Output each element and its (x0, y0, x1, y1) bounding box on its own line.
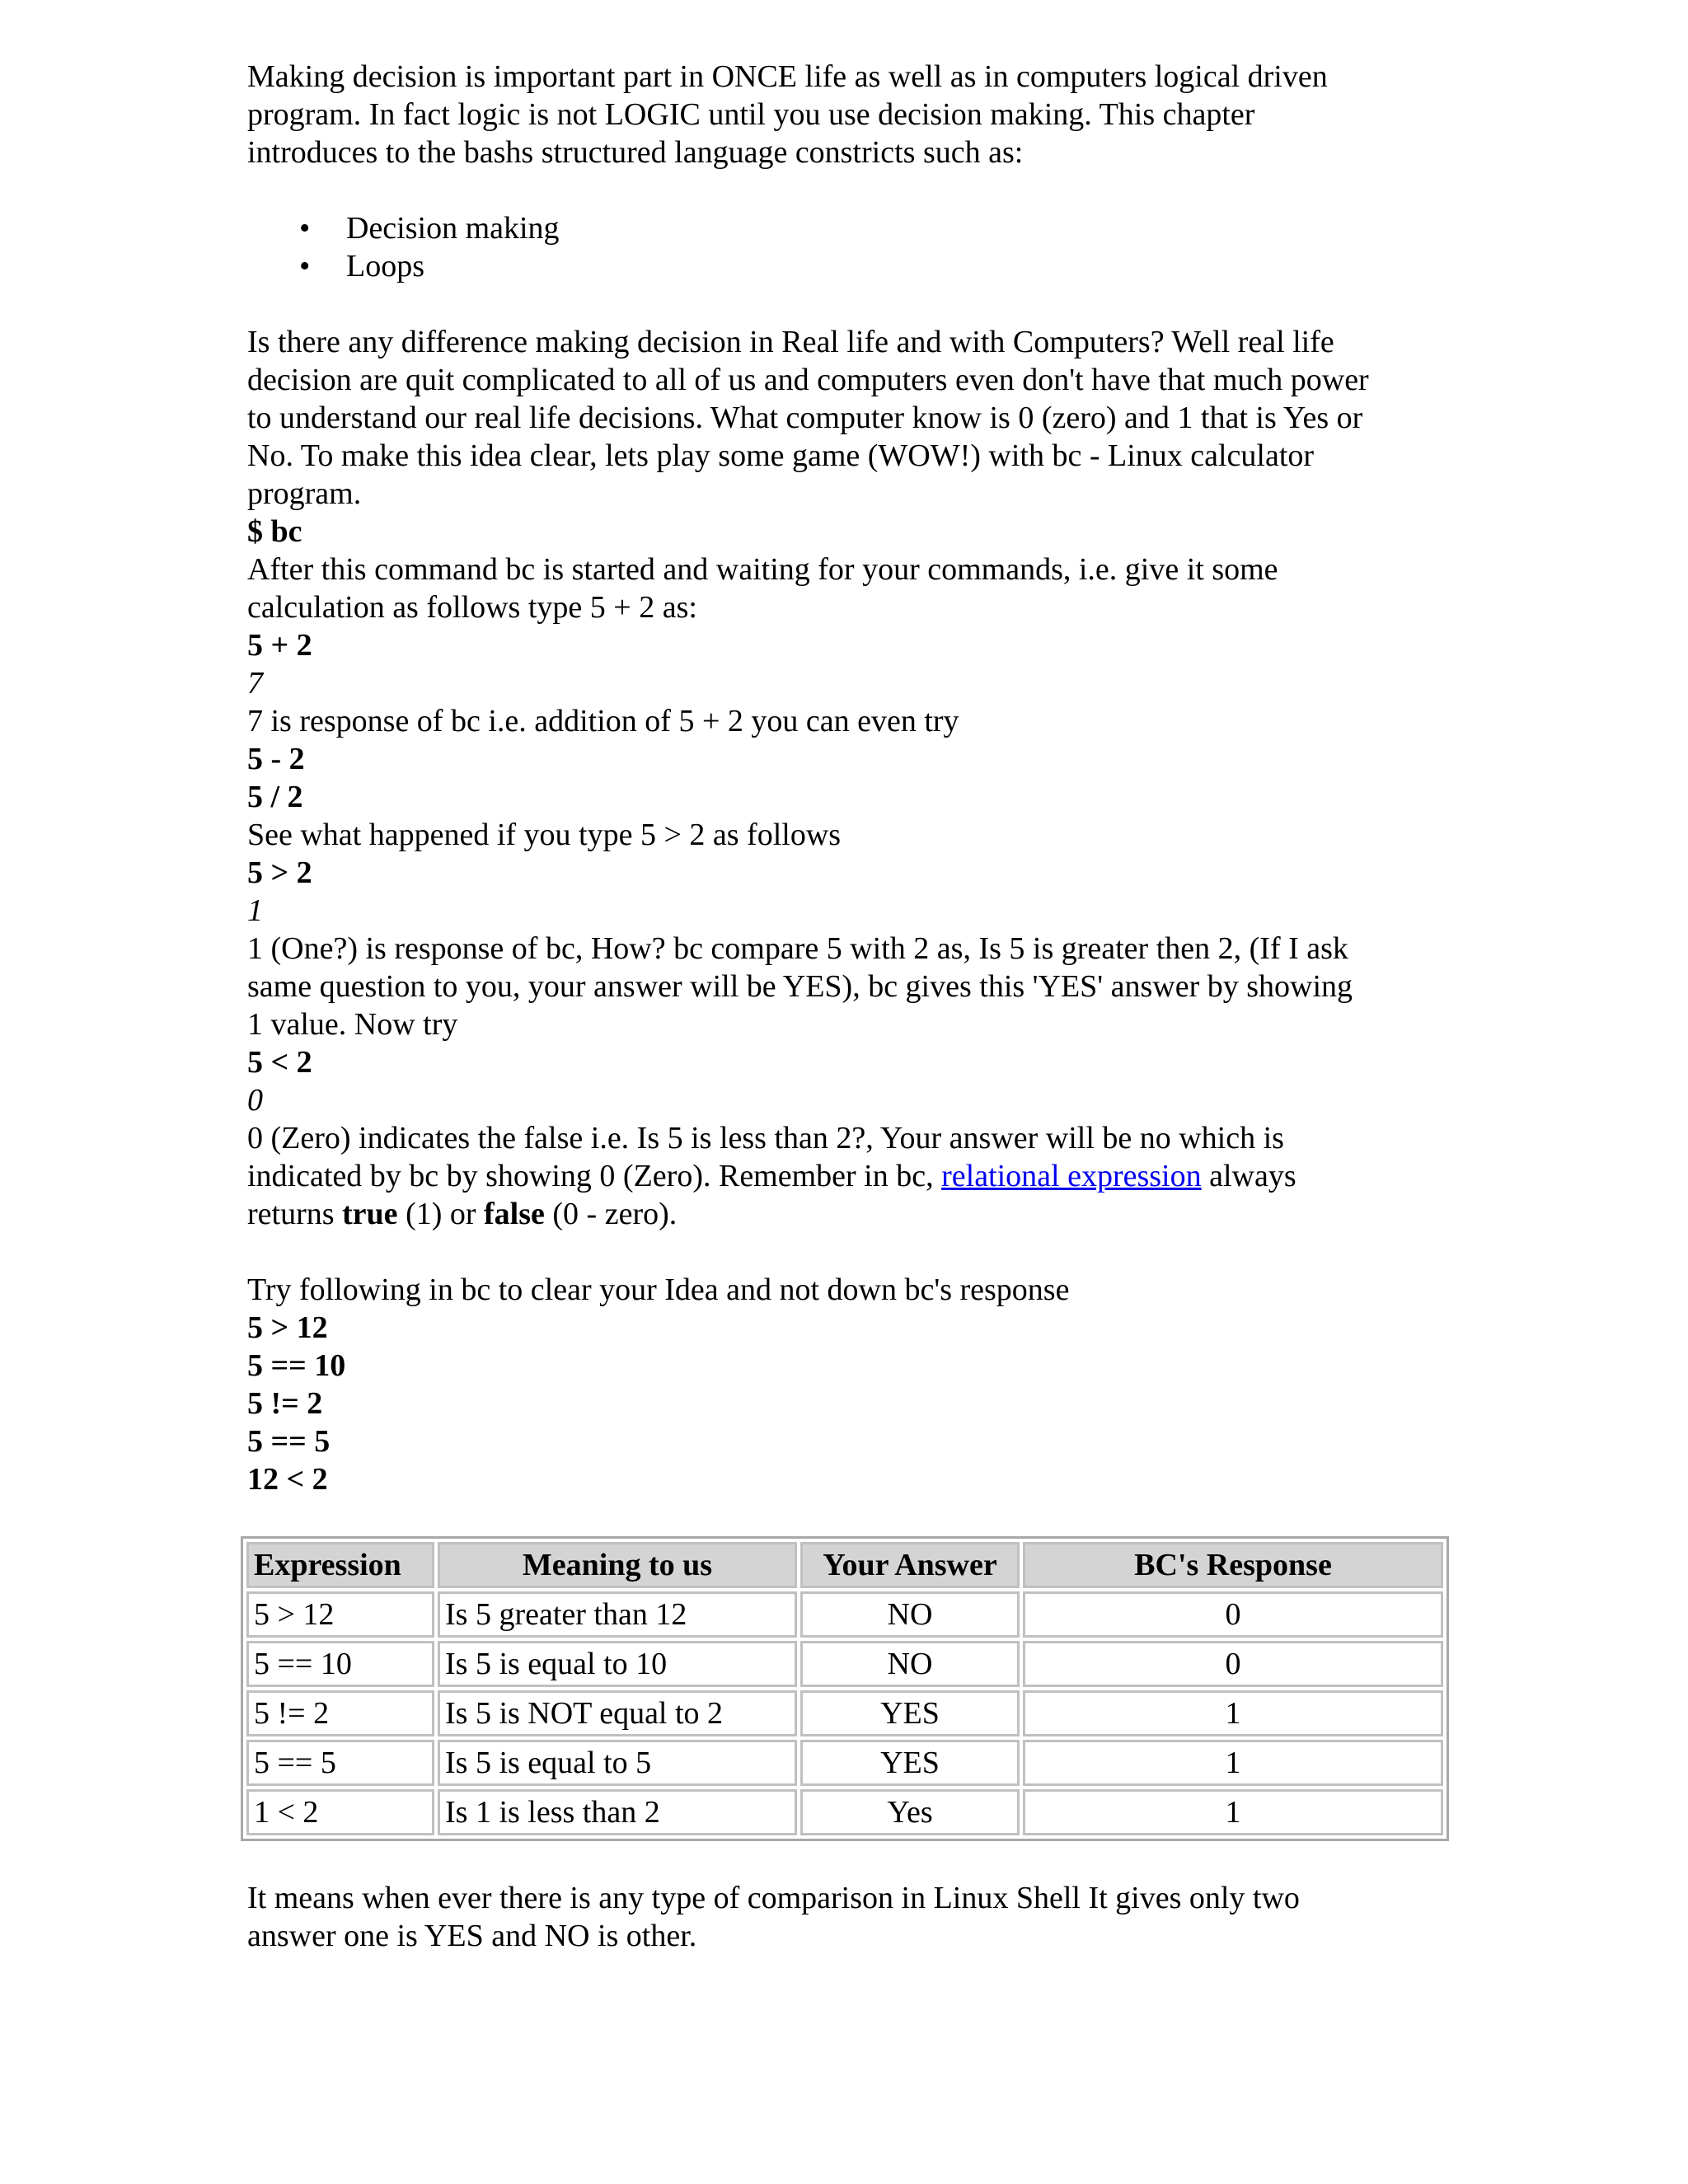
false-keyword: false (484, 1197, 545, 1231)
cell-expression: 5 == 5 (246, 1740, 434, 1786)
table-row (246, 1591, 1443, 1638)
intro-line-3: introduces to the bashs structured language constricts such as: (247, 135, 1024, 170)
less-than-note-text: indicated by bc by showing 0 (Zero). Remember in bc, (247, 1159, 942, 1193)
less-than-response: 0 (247, 1083, 263, 1118)
real-life-line-4: No. To make this idea clear, lets play some game (WOW!) with bc - Linux calculator (247, 438, 1315, 473)
cell-your-answer: YES (800, 1740, 1020, 1786)
less-than-note (247, 1119, 1451, 1233)
cell-meaning: Is 5 is equal to 5 (438, 1740, 797, 1786)
try-expression: 12 < 2 (247, 1462, 328, 1497)
cell-expression: 5 == 10 (246, 1641, 434, 1687)
real-life-line-2: decision are quit complicated to all of us and computers even don't have that much power (247, 363, 1369, 397)
addition-note: 7 is response of bc i.e. addition of 5 + 2 you can even try (247, 704, 959, 738)
cell-expression: 5 != 2 (246, 1690, 434, 1736)
cell-expression: 1 < 2 (246, 1789, 434, 1835)
after-command-line-2: calculation as follows type 5 + 2 as: (247, 590, 697, 625)
table-row (246, 1641, 1443, 1687)
greater-than-intro: See what happened if you type 5 > 2 as follows (247, 818, 842, 852)
less-than-note-text: returns (247, 1197, 343, 1231)
bc-command: $ bc (247, 514, 302, 549)
cell-meaning: Is 5 is equal to 10 (438, 1641, 797, 1687)
try-intro: Try following in bc to clear your Idea and not down bc's response (247, 1272, 1070, 1307)
try-expression: 5 == 10 (247, 1348, 346, 1383)
try-expression: 5 > 12 (247, 1310, 328, 1345)
intro-line-1: Making decision is important part in ONCE life as well as in computers logical driven (247, 59, 1328, 94)
conclusion-line-1: It means when ever there is any type of comparison in Linux Shell It gives only two (247, 1881, 1300, 1915)
list-item: • Decision making (346, 209, 1451, 247)
cell-bc-response: 1 (1023, 1690, 1443, 1736)
greater-than-response: 1 (247, 893, 263, 928)
after-command-paragraph (247, 551, 1451, 626)
greater-than-note-line-2: same question to you, your answer will be YES), bc gives this 'YES' answer by showing (247, 969, 1353, 1004)
after-command-line-1: After this command bc is started and waiting for your commands, i.e. give it some (247, 552, 1278, 587)
column-header-your-answer: Your Answer (800, 1542, 1020, 1588)
table-row (246, 1740, 1443, 1786)
table-row (246, 1789, 1443, 1835)
cell-meaning: Is 5 is NOT equal to 2 (438, 1690, 797, 1736)
cell-your-answer: NO (800, 1641, 1020, 1687)
addition-response: 7 (247, 666, 263, 701)
comparison-table (241, 1536, 1449, 1841)
topics-list (247, 209, 1451, 285)
addition-expression: 5 + 2 (247, 628, 312, 663)
column-header-bc-response: BC's Response (1023, 1542, 1443, 1588)
try-expression: 5 == 5 (247, 1424, 331, 1459)
column-header-meaning: Meaning to us (438, 1542, 797, 1588)
less-than-expression: 5 < 2 (247, 1045, 312, 1080)
true-keyword: true (342, 1197, 398, 1231)
intro-paragraph (247, 58, 1451, 171)
cell-bc-response: 0 (1023, 1641, 1443, 1687)
document-page (247, 58, 1451, 1955)
greater-than-note-line-3: 1 value. Now try (247, 1007, 458, 1042)
real-life-paragraph (247, 323, 1451, 513)
less-than-note-text: (0 - zero). (544, 1197, 678, 1231)
cell-expression: 5 > 12 (246, 1591, 434, 1638)
greater-than-note (247, 930, 1451, 1043)
cell-meaning: Is 1 is less than 2 (438, 1789, 797, 1835)
greater-than-note-line-1: 1 (One?) is response of bc, How? bc compare 5 with 2 as, Is 5 is greater then 2, (If I ask (247, 931, 1348, 966)
try-expression: 5 != 2 (247, 1386, 323, 1421)
cell-bc-response: 1 (1023, 1789, 1443, 1835)
real-life-line-1: Is there any difference making decision in Real life and with Computers? Well real life (247, 325, 1334, 359)
cell-your-answer: YES (800, 1690, 1020, 1736)
table-header-row (246, 1542, 1443, 1588)
division-expression: 5 / 2 (247, 780, 303, 814)
list-item: • Loops (346, 247, 1451, 285)
intro-line-2: program. In fact logic is not LOGIC until you use decision making. This chapter (247, 97, 1255, 132)
greater-than-expression: 5 > 2 (247, 855, 312, 890)
column-header-expression: Expression (246, 1542, 434, 1588)
conclusion-paragraph (247, 1879, 1451, 1955)
table-row (246, 1690, 1443, 1736)
relational-expression-link[interactable]: relational expression (941, 1159, 1202, 1193)
cell-bc-response: 0 (1023, 1591, 1443, 1638)
cell-meaning: Is 5 greater than 12 (438, 1591, 797, 1638)
less-than-note-text: always (1201, 1159, 1296, 1193)
real-life-line-3: to understand our real life decisions. What computer know is 0 (zero) and 1 that is Yes or (247, 401, 1363, 435)
less-than-note-line-1: 0 (Zero) indicates the false i.e. Is 5 is less than 2?, Your answer will be no which is (247, 1121, 1284, 1155)
cell-your-answer: NO (800, 1591, 1020, 1638)
cell-your-answer: Yes (800, 1789, 1020, 1835)
real-life-line-5: program. (247, 476, 362, 511)
less-than-note-text: (1) or (397, 1197, 485, 1231)
conclusion-line-2: answer one is YES and NO is other. (247, 1919, 697, 1953)
cell-bc-response: 1 (1023, 1740, 1443, 1786)
subtraction-expression: 5 - 2 (247, 742, 305, 776)
